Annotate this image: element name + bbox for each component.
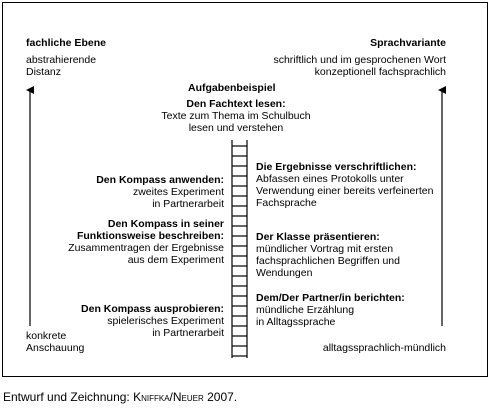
top-task-line-2: lesen und verstehen — [188, 122, 284, 134]
left-task-2-title-2: Funktionsweise beschreiben: — [76, 230, 224, 242]
caption-prefix: Entwurf und Zeichnung: — [3, 390, 134, 404]
top-task-title: Den Fachtext lesen: — [186, 98, 286, 110]
left-top-line-1: abstrahierende — [26, 54, 97, 66]
right-task-1-line-2: Verwendung einer bereits verfeinerten — [256, 185, 434, 197]
left-task-2-line-2: aus dem Experiment — [127, 254, 224, 266]
right-task-1-title: Die Ergebnisse verschriftlichen: — [256, 161, 417, 173]
right-task-2-title: Der Klasse präsentieren: — [256, 231, 380, 243]
left-task-1-line-2: in Partnerarbeit — [152, 198, 224, 210]
left-task-2-line-1: Zusammentragen der Ergebnisse — [68, 242, 224, 254]
left-task-1-line-1: zweites Experiment — [132, 186, 224, 198]
right-top-line-1: schriftlich und im gesprochenen Wort — [273, 54, 446, 66]
top-task-line-1: Texte zum Thema im Schulbuch — [161, 110, 311, 122]
right-task-3-line-1: mündliche Erzählung — [256, 304, 355, 316]
right-task-1-line-3: Fachsprache — [256, 197, 317, 209]
left-task-2-title-1: Den Kompass in seiner — [107, 218, 224, 230]
right-header: Sprachvariante — [370, 37, 446, 49]
left-top-line-2: Distanz — [26, 66, 62, 78]
caption-year: 2007. — [203, 390, 238, 404]
right-top-line-2: konzeptionell fachsprachlich — [314, 66, 446, 78]
center-header: Aufgabenbeispiel — [188, 82, 276, 94]
caption — [3, 390, 237, 404]
left-bottom-line-2: Anschauung — [26, 342, 85, 354]
right-task-2-line-2: fachsprachlichen Begriffen und — [256, 255, 400, 267]
left-task-1-title: Den Kompass anwenden: — [96, 174, 224, 186]
left-task-3-title: Den Kompass ausprobieren: — [81, 303, 224, 315]
right-task-1-line-1: Abfassen eines Protokolls unter — [256, 173, 404, 185]
right-bottom-line: alltagssprachlich-mündlich — [322, 342, 446, 354]
caption-authors: Kniffka/Neuer — [133, 390, 204, 404]
left-task-3-line-1: spielerisches Experiment — [107, 315, 224, 327]
left-task-3-line-2: in Partnerarbeit — [152, 327, 224, 339]
right-task-3-line-2: in Alltagssprache — [256, 316, 336, 328]
right-task-2-line-1: mündlicher Vortrag mit ersten — [256, 243, 394, 255]
ladder — [232, 140, 247, 358]
left-bottom-line-1: konkrete — [26, 330, 67, 342]
right-task-2-line-3: Wendungen — [256, 267, 313, 279]
right-task-3-title: Dem/Der Partner/in berichten: — [256, 292, 405, 304]
left-header: fachliche Ebene — [26, 37, 106, 49]
